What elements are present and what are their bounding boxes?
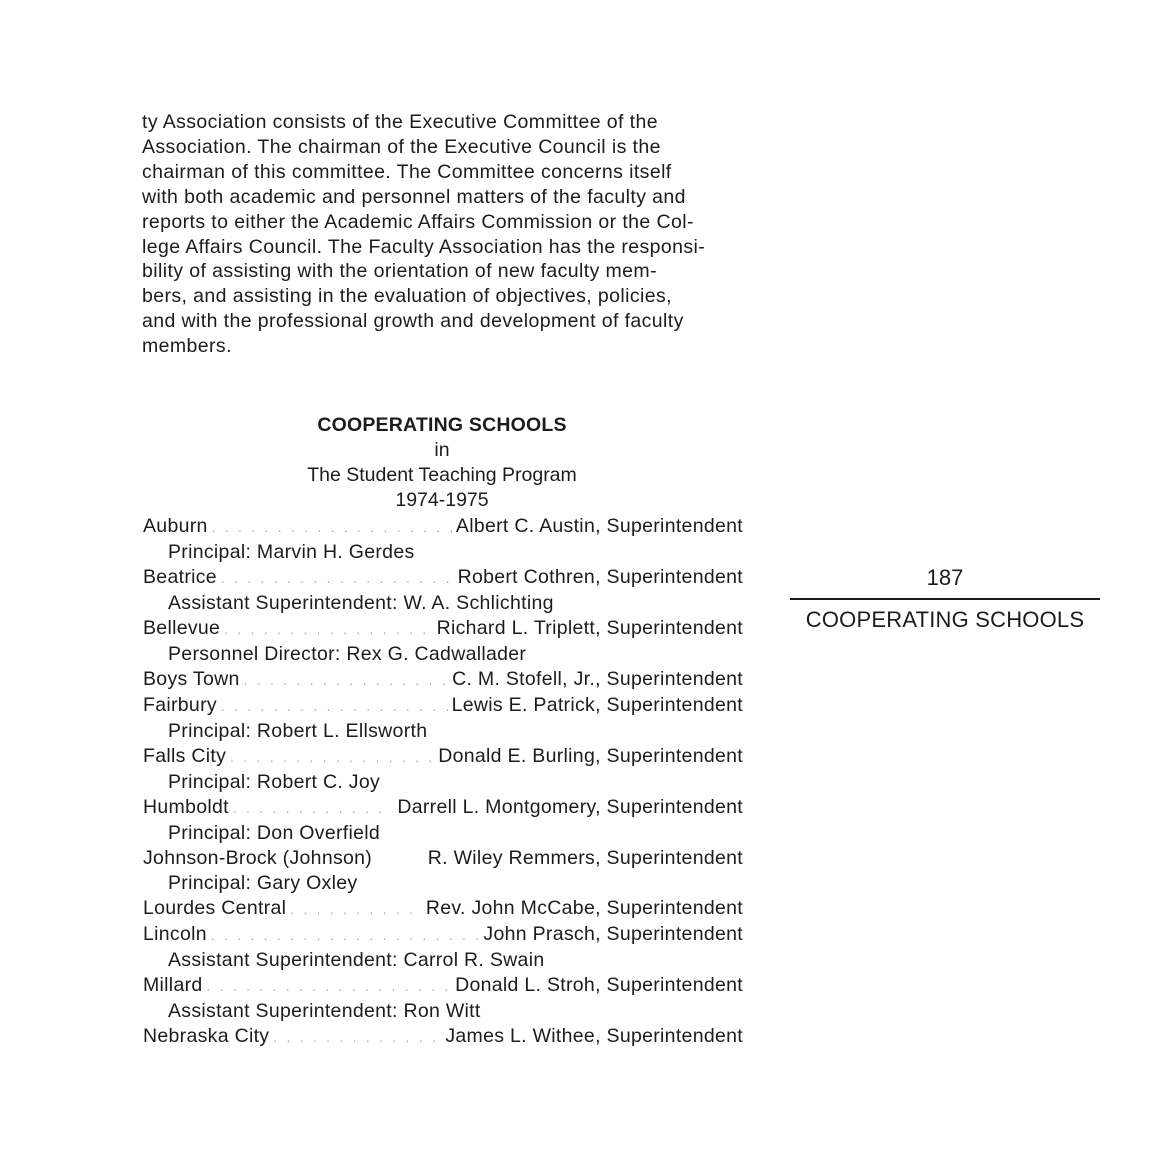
section-year: 1974-1975 [395, 489, 489, 511]
intro-line: Association. The chairman of the Executive Council is the [142, 135, 661, 158]
header-rule [790, 598, 1100, 600]
intro-line: chairman of this committee. The Committee concerns itself [142, 160, 672, 183]
intro-line: ty Association consists of the Executive Committee of the [142, 111, 658, 133]
superintendent-name: Richard L. Triplett, Superintendent [436, 617, 743, 639]
school-entry [143, 667, 743, 693]
school-entry [143, 973, 743, 999]
dot-leader [211, 923, 479, 948]
dot-leader [221, 694, 448, 719]
school-staff-line: Principal: Gary Oxley [168, 872, 358, 894]
section-subtitle-program: The Student Teaching Program [307, 464, 577, 486]
section-heading [142, 413, 742, 513]
section-subtitle-in: in [434, 439, 450, 461]
school-name: Humboldt [143, 796, 229, 818]
school-staff-line: Principal: Robert L. Ellsworth [168, 720, 428, 742]
school-staff-line: Principal: Don Overfield [168, 822, 381, 844]
intro-line: with both academic and personnel matters of the faculty and [142, 185, 686, 208]
school-staff-line: Principal: Robert C. Joy [168, 771, 381, 793]
school-staff-line: Assistant Superintendent: Ron Witt [168, 1000, 481, 1022]
school-name: Falls City [143, 745, 227, 767]
school-staff-line: Principal: Marvin H. Gerdes [168, 541, 415, 563]
school-name: Auburn [143, 515, 208, 537]
school-entry [143, 565, 743, 591]
page-margin-header [790, 564, 1100, 634]
dot-leader [221, 566, 454, 591]
school-entry [143, 744, 743, 770]
superintendent-name: Albert C. Austin, Superintendent [455, 515, 743, 537]
dot-leader [207, 974, 452, 999]
intro-line: reports to either the Academic Affairs Commission or the Col- [142, 210, 694, 233]
dot-leader [233, 796, 393, 821]
school-entry [143, 514, 743, 540]
school-entry [143, 1024, 743, 1050]
superintendent-name: Robert Cothren, Superintendent [457, 566, 743, 588]
school-name: Bellevue [143, 617, 221, 639]
school-name: Lourdes Central [143, 897, 287, 919]
school-entry [143, 693, 743, 719]
school-name: Johnson-Brock (Johnson) [143, 847, 373, 869]
page-number: 187 [926, 565, 964, 590]
school-entry [143, 846, 743, 871]
school-name: Boys Town [143, 668, 240, 690]
dot-leader [212, 515, 452, 540]
superintendent-name: Rev. John McCabe, Superintendent [425, 897, 743, 919]
superintendent-name: John Prasch, Superintendent [483, 923, 743, 945]
school-entry [143, 922, 743, 948]
school-entry [143, 896, 743, 922]
intro-line: lege Affairs Council. The Faculty Association has the responsi- [142, 235, 706, 258]
school-name: Millard [143, 974, 203, 996]
dot-leader [290, 897, 422, 922]
intro-line: bility of assisting with the orientation of new faculty mem- [142, 260, 657, 283]
school-staff-line: Personnel Director: Rex G. Cadwallader [168, 643, 527, 665]
intro-line: bers, and assisting in the evaluation of objectives, policies, [142, 285, 672, 308]
school-name: Beatrice [143, 566, 217, 588]
superintendent-name: Donald L. Stroh, Superintendent [455, 974, 743, 996]
dot-leader [230, 745, 434, 770]
superintendent-name: Donald E. Burling, Superintendent [438, 745, 743, 767]
school-staff-line: Assistant Superintendent: W. A. Schlichting [168, 592, 554, 614]
dot-leader [244, 668, 448, 693]
superintendent-name: C. M. Stofell, Jr., Superintendent [452, 668, 743, 690]
superintendent-name: James L. Withee, Superintendent [445, 1025, 743, 1047]
school-entry [143, 795, 743, 821]
intro-paragraph [142, 110, 740, 359]
superintendent-name: Darrell L. Montgomery, Superintendent [397, 796, 743, 818]
superintendent-name: R. Wiley Remmers, Superintendent [427, 847, 743, 869]
section-title: COOPERATING SCHOOLS [317, 414, 567, 436]
school-name: Fairbury [143, 694, 217, 716]
school-staff-line: Assistant Superintendent: Carrol R. Swain [168, 949, 545, 971]
dot-leader [273, 1025, 441, 1050]
school-name: Lincoln [143, 923, 207, 945]
intro-line: and with the professional growth and development of faculty [142, 310, 684, 333]
schools-list [143, 514, 743, 1050]
superintendent-name: Lewis E. Patrick, Superintendent [451, 694, 743, 716]
dot-leader [224, 617, 432, 642]
school-name: Nebraska City [143, 1025, 270, 1047]
intro-line: members. [142, 335, 232, 358]
running-head: COOPERATING SCHOOLS [805, 607, 1085, 632]
school-entry [143, 616, 743, 642]
